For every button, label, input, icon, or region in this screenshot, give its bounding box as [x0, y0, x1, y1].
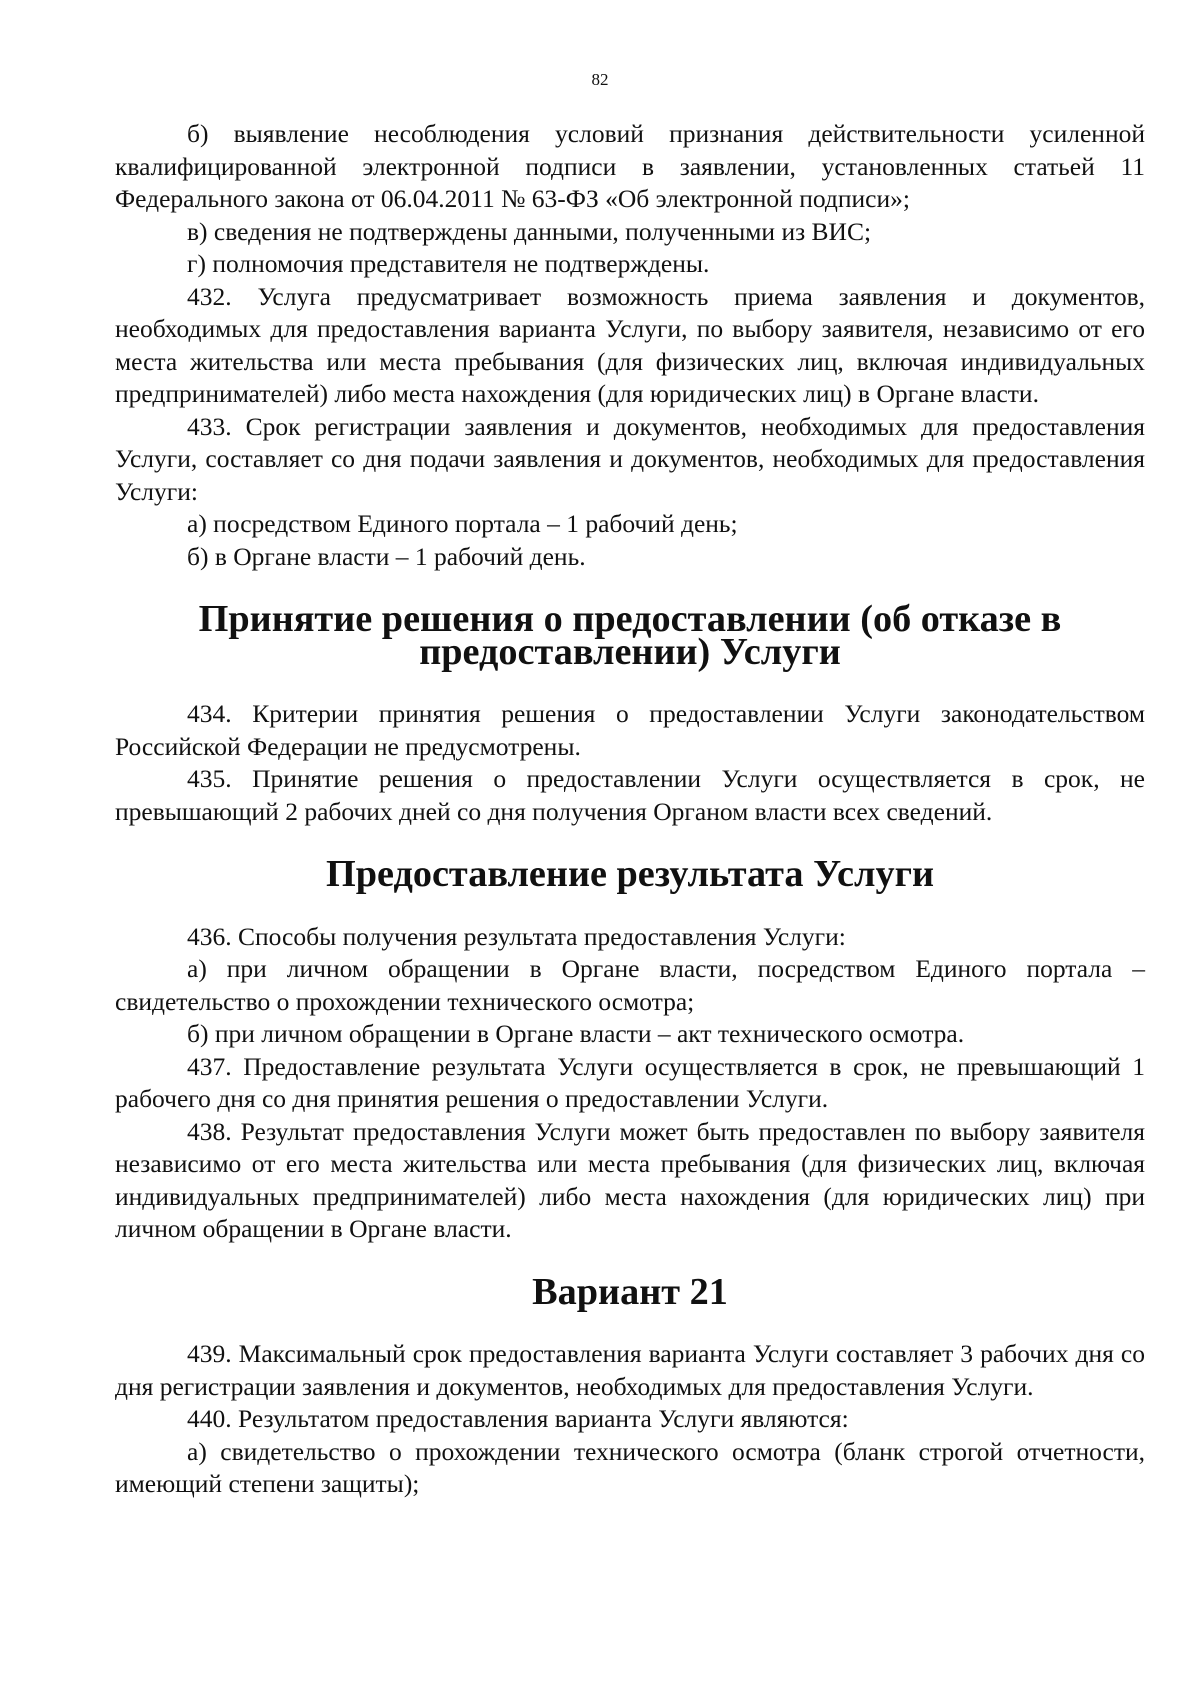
- paragraph-437: 437. Предоставление результата Услуги осуществляется в срок, не превышающий 1 рабочего дня со дня принятия решения о предоставлении Услуги.: [115, 1051, 1145, 1113]
- document-body: [115, 118, 1145, 1501]
- paragraph-436-b: б) при личном обращении в Органе власти – акт технического осмотра.: [187, 1019, 965, 1048]
- paragraph-b-signature: б) выявление несоблюдения условий признания действительности усиленной квалифицированной электронной подписи в заявлении, установленных статьей 11 Федерального закона от 06.04.2011 № 63-ФЗ «Об электронной подписи»;: [115, 119, 1145, 213]
- paragraph-436: 436. Способы получения результата предоставления Услуги:: [187, 921, 846, 951]
- paragraph-433: 433. Срок регистрации заявления и документов, необходимых для предоставления Услуги, составляет со дня подачи заявления и документов, необходимых для предоставления Услуги:: [115, 411, 1145, 506]
- paragraph-433-b: б) в Органе власти – 1 рабочий день.: [187, 541, 586, 571]
- section-heading-variant-21: Вариант 21: [532, 1270, 728, 1313]
- paragraph-440: 440. Результатом предоставления варианта Услуги являются:: [187, 1404, 849, 1433]
- paragraph-436-a: а) при личном обращении в Органе власти, посредством Единого портала – свидетельство о прохождении технического осмотра;: [115, 954, 1145, 1016]
- paragraph-435: 435. Принятие решения о предоставлении Услуги осуществляется в срок, не превышающий 2 рабочих дней со дня получения Органом власти всех сведений.: [115, 764, 1145, 826]
- section-heading-decision: Принятие решения о предоставлении (об отказе в предоставлении) Услуги: [198, 598, 1062, 673]
- page-number: 82: [591, 70, 609, 89]
- paragraph-g-authority: г) полномочия представителя не подтверждены.: [187, 249, 710, 278]
- paragraph-438: 438. Результат предоставления Услуги может быть предоставлен по выбору заявителя независимо от его места жительства или места пребывания (для физических лиц, включая индивидуальных предпринимателей) либо места нахождения (для юридических лиц) при личном обращении в Органе власти.: [115, 1116, 1145, 1243]
- paragraph-432: 432. Услуга предусматривает возможность приема заявления и документов, необходимых для предоставления варианта Услуги, по выбору заявителя, независимо от его места жительства или места пребывания (для физических лиц, включая индивидуальных предпринимателей) либо места нахождения (для юридических лиц) в Органе власти.: [115, 281, 1145, 408]
- paragraph-433-a: а) посредством Единого портала – 1 рабочий день;: [187, 509, 738, 538]
- paragraph-440-a: а) свидетельство о прохождении технического осмотра (бланк строгой отчетности, имеющий степени защиты);: [115, 1436, 1145, 1498]
- paragraph-434: 434. Критерии принятия решения о предоставлении Услуги законодательством Российской Федерации не предусмотрены.: [115, 699, 1145, 761]
- paragraph-439: 439. Максимальный срок предоставления варианта Услуги составляет 3 рабочих дня со дня регистрации заявления и документов, необходимых для предоставления Услуги.: [115, 1339, 1145, 1401]
- paragraph-v-vis: в) сведения не подтверждены данными, полученными из ВИС;: [187, 216, 872, 246]
- section-heading-result: Предоставление результата Услуги: [325, 853, 934, 895]
